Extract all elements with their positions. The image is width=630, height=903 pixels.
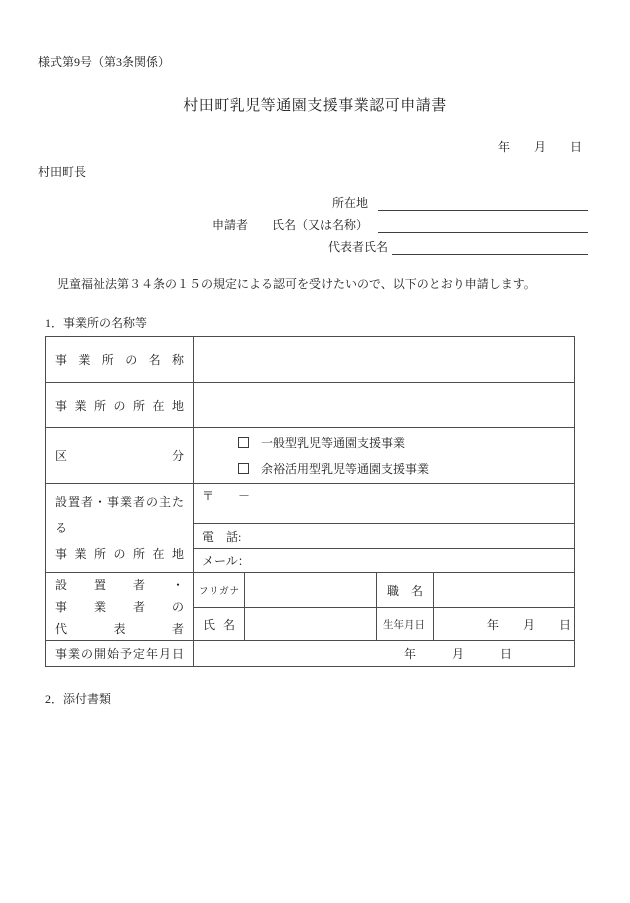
applicant-block [45, 189, 588, 255]
birth-date-field[interactable]: 年 月 日 [433, 607, 574, 641]
start-date-label-cell [46, 641, 194, 666]
start-date-label: 事業の開始予定年月日 [55, 647, 184, 661]
business-name-label-cell [46, 337, 194, 382]
main-office-label-line1: 設置者・事業者の主たる [55, 495, 184, 535]
surplus-type-checkbox[interactable] [238, 463, 249, 474]
general-type-label: 一般型乳児等通園支援事業 [261, 436, 406, 450]
business-name-field[interactable] [194, 337, 574, 382]
name-field[interactable] [244, 607, 376, 641]
job-title-label-cell [376, 573, 433, 607]
birth-date-label: 生年月日 [383, 620, 425, 631]
statement-text: 児童福祉法第３４条の１５の規定による認可を受けたいので、以下のとおり申請します。 [45, 277, 536, 291]
representative-label-cell [46, 573, 194, 640]
business-name-row [46, 337, 574, 382]
phone-field[interactable] [194, 524, 574, 549]
page-title: 村田町乳児等通園支援事業認可申請書 [183, 98, 447, 114]
category-option-general [238, 434, 574, 451]
main-office-label-cell [46, 484, 194, 572]
business-address-row [46, 382, 574, 427]
birth-date-label-cell [376, 607, 433, 641]
applicant-address-field[interactable] [378, 194, 588, 211]
addressee: 村田町長 [38, 165, 87, 179]
start-date-row [46, 640, 574, 666]
date-field[interactable]: 年 月 日 [497, 140, 582, 154]
surplus-type-label: 余裕活用型乳児等通園支援事業 [261, 462, 430, 476]
start-date-field[interactable]: 年 月 日 [404, 647, 513, 661]
general-type-checkbox[interactable] [238, 437, 249, 448]
applicant-name-row [45, 211, 588, 233]
section-2-heading: 2．添付書類 [45, 692, 112, 706]
phone-label: 電 話: [202, 529, 242, 544]
applicant-address-row [45, 189, 588, 211]
representative-row [46, 572, 574, 640]
form-number: 様式第9号（第3条関係） [38, 55, 171, 69]
category-options [194, 428, 574, 483]
main-office-row [46, 483, 574, 572]
applicant-name-label: 氏名（又は名称） [271, 218, 368, 232]
address-label: 所在地 [331, 196, 368, 210]
section-1-heading: 1．事業所の名称等 [45, 316, 148, 330]
business-address-field[interactable] [194, 383, 574, 427]
mail-label: メール： [202, 554, 250, 568]
applicant-name-field[interactable] [378, 216, 588, 233]
furigana-label: フリガナ [199, 587, 239, 597]
category-label-cell [46, 428, 194, 483]
postal-code-field[interactable] [194, 484, 574, 524]
representative-name-row [45, 233, 588, 255]
postal-mark-label: 〒 － [202, 489, 251, 503]
furigana-field[interactable] [244, 573, 376, 607]
furigana-label-cell [194, 573, 244, 607]
job-title-label: 職名 [387, 583, 423, 598]
application-table [45, 336, 575, 667]
category-option-surplus [238, 460, 574, 477]
name-label: 氏名 [203, 618, 235, 632]
category-label: 区分 [55, 449, 184, 463]
representative-label-line2: 事業者の [55, 599, 184, 614]
representative-label-line1: 設置者・ [55, 577, 184, 592]
main-office-label-line2: 事業所の所在地 [55, 547, 184, 561]
applicant-prefix-label: 申請者 [211, 218, 248, 232]
main-office-fields [194, 484, 574, 572]
job-title-field[interactable] [433, 573, 574, 607]
representative-label-line3: 代表者 [55, 621, 184, 636]
business-address-label-cell [46, 383, 194, 427]
representative-name-field[interactable] [392, 238, 588, 255]
name-label-cell [194, 607, 244, 641]
category-row [46, 427, 574, 483]
business-address-label: 事業所の所在地 [55, 398, 184, 413]
representative-fields [194, 573, 574, 640]
business-name-label: 事業所の名称 [55, 353, 184, 367]
representative-name-label: 代表者氏名 [327, 240, 388, 254]
mail-field[interactable] [194, 549, 574, 572]
